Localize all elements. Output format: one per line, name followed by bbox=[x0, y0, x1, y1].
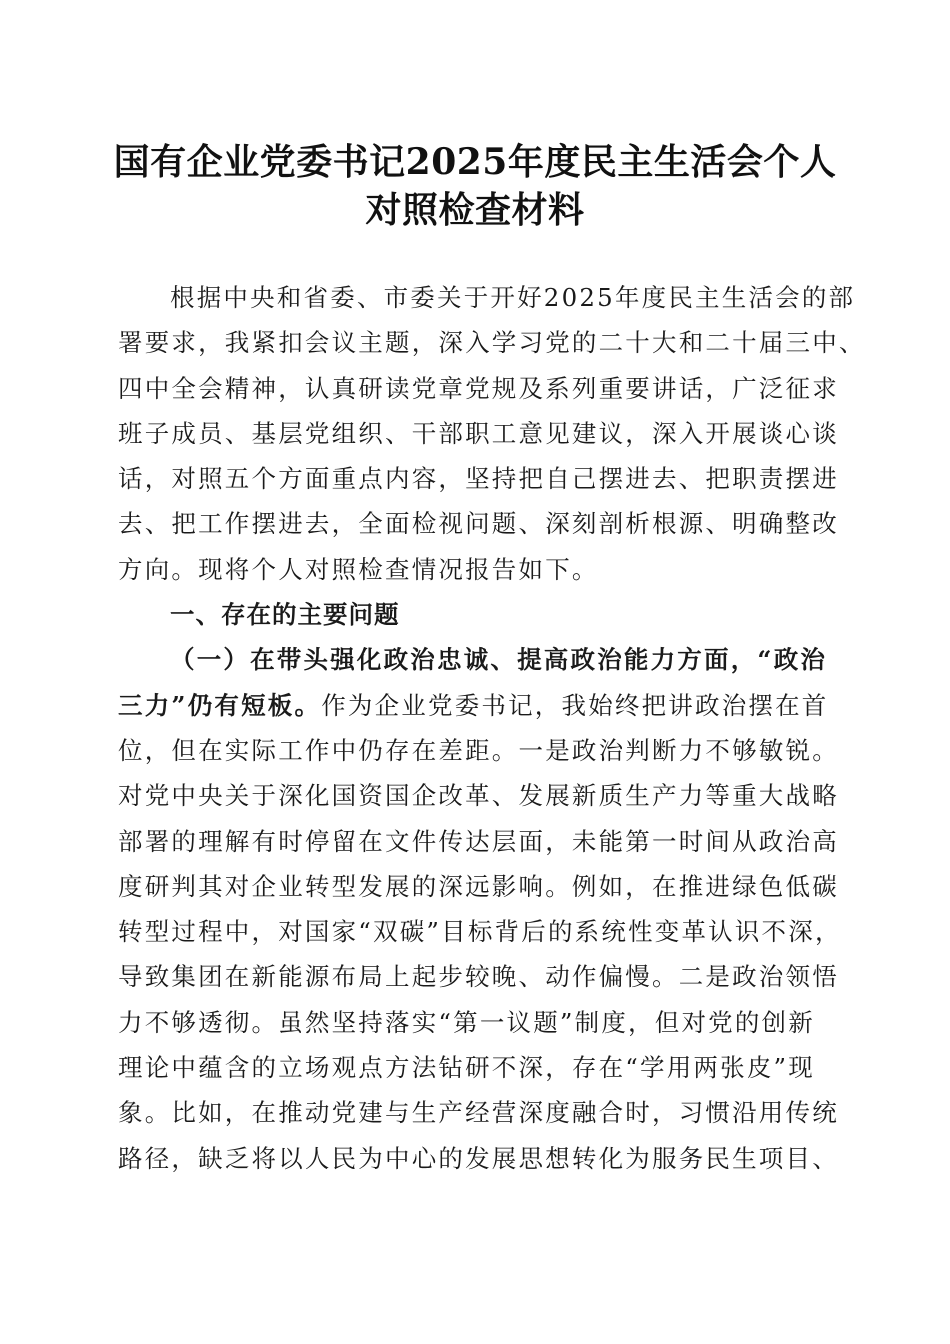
body-line: 度研判其对企业转型发展的深远影响。例如，在推进绿色低碳 bbox=[118, 871, 839, 901]
title-line-2: 对照检查材料 bbox=[365, 189, 585, 231]
title-line-1: 国有企业党委书记2025年度民主生活会个人 bbox=[113, 141, 837, 183]
intro-line: 根据中央和省委、市委关于开好2025年度民主生活会的部 bbox=[170, 283, 856, 312]
subsection-text: 作为企业党委书记，我始终把讲政治摆在首 bbox=[321, 690, 829, 720]
body-line: 理论中蕴含的立场观点方法钻研不深，存在“学用两张皮”现 bbox=[118, 1053, 815, 1083]
intro-line: 署要求，我紧扣会议主题，深入学习党的二十大和二十届三中、 bbox=[118, 328, 866, 358]
body-line: 象。比如，在推动党建与生产经营深度融合时，习惯沿用传统 bbox=[118, 1098, 839, 1128]
body-line: 部署的理解有时停留在文件传达层面，未能第一时间从政治高 bbox=[118, 826, 839, 856]
body-line: 力不够透彻。虽然坚持落实“第一议题”制度，但对党的创新 bbox=[118, 1007, 815, 1037]
intro-line: 去、把工作摆进去，全面检视问题、深刻剖析根源、明确整改 bbox=[118, 509, 839, 539]
body-line: 路径，缺乏将以人民为中心的发展思想转化为服务民生项目、 bbox=[118, 1143, 839, 1173]
body-line: 导致集团在新能源布局上起步较晚、动作偏慢。二是政治领悟 bbox=[118, 962, 839, 992]
intro-line: 班子成员、基层党组织、干部职工意见建议，深入开展谈心谈 bbox=[118, 418, 839, 448]
document-body bbox=[118, 275, 866, 1181]
body-line: 位，但在实际工作中仍存在差距。一是政治判断力不够敏锐。 bbox=[118, 735, 839, 765]
intro-line: 话，对照五个方面重点内容，坚持把自己摆进去、把职责摆进 bbox=[118, 464, 839, 494]
subsection-heading-end: 三力”仍有短板。 bbox=[118, 690, 322, 720]
body-line: 对党中央关于深化国资国企改革、发展新质生产力等重大战略 bbox=[118, 781, 839, 811]
body-line: 转型过程中，对国家“双碳”目标背后的系统性变革认识不深， bbox=[118, 917, 842, 947]
subsection-line bbox=[118, 683, 834, 728]
subsection-heading: （一）在带头强化政治忠诚、提高政治能力方面，“政治 bbox=[170, 645, 828, 675]
intro-line: 四中全会精神，认真研读党章党规及系列重要讲话，广泛征求 bbox=[118, 373, 839, 403]
section-heading: 一、存在的主要问题 bbox=[170, 600, 400, 630]
intro-line: 方向。现将个人对照检查情况报告如下。 bbox=[118, 554, 599, 584]
document-title bbox=[100, 138, 850, 234]
